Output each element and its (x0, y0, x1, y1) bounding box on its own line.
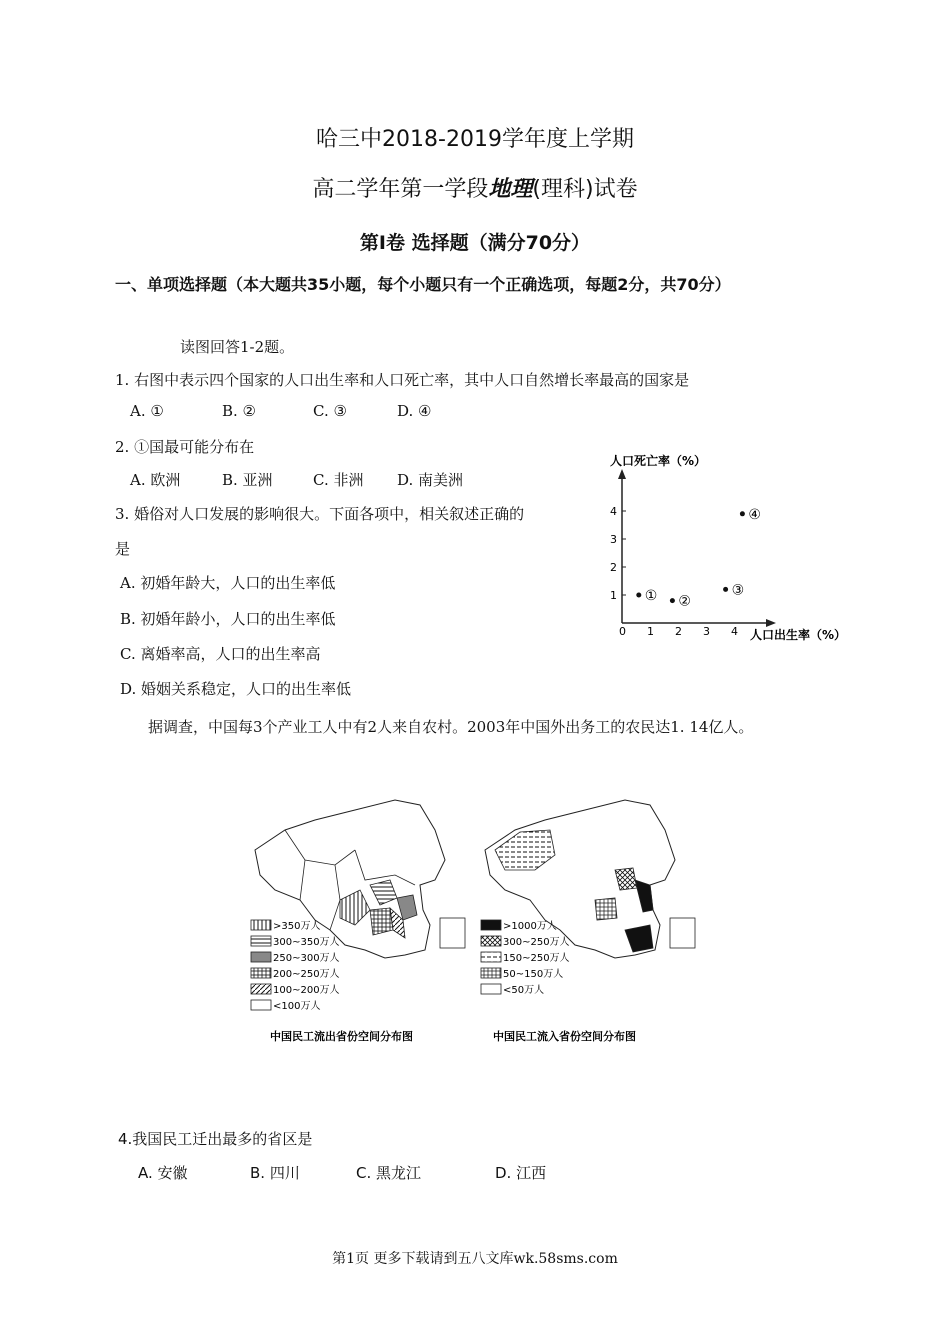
legend-swatch (481, 952, 501, 962)
outflow-map-caption: 中国民工流出省份空间分布图 (270, 1030, 413, 1043)
part-title: 第Ⅰ卷 选择题（满分70分） (359, 232, 591, 254)
question-4-option-a: A. 安徽 (138, 1164, 188, 1182)
chart-x-tick-label: 0 (619, 625, 626, 638)
legend-swatch (481, 936, 501, 946)
question-3-option-a: A. 初婚年龄大，人口的出生率低 (120, 574, 336, 592)
page-footer: 第1页 更多下载请到五八文库wk.58sms.com (332, 1251, 618, 1267)
question-2-option-d: D. 南美洲 (397, 471, 464, 489)
question-4-option-d: D. 江西 (495, 1164, 547, 1182)
legend-label: 250~300万人 (273, 953, 340, 964)
question-3-option-c: C. 离婚率高，人口的出生率高 (120, 645, 321, 663)
chart-point (723, 587, 728, 592)
question-3-stem-cont: 是 (115, 540, 131, 558)
legend-swatch (481, 920, 501, 930)
question-1-option-a: A. ① (130, 402, 164, 420)
birth-death-rate-chart (600, 445, 880, 655)
outflow-region-hunan (370, 908, 393, 935)
legend-swatch (251, 1000, 271, 1010)
chart-xlabel: 人口出生率（%） (750, 628, 847, 642)
legend-label: >1000万人 (503, 921, 557, 932)
legend-label: <100万人 (273, 1001, 321, 1012)
legend-label: 300~350万人 (273, 937, 340, 948)
chart-ylabel: 人口死亡率（%） (610, 454, 707, 468)
subtitle-part-c: (理科)试卷 (532, 177, 638, 202)
chart-point-label: ③ (731, 582, 745, 599)
question-4-option-c: C. 黑龙江 (356, 1164, 422, 1182)
intro-text-2: 据调查，中国每3个产业工人中有2人来自农村。2003年中国外出务工的农民达1. 14亿人。 (148, 718, 754, 736)
section-title: 一、单项选择题（本大题共35小题，每个小题只有一个正确选项，每题2分，共70分） (115, 275, 731, 294)
chart-y-tick-label: 1 (610, 589, 617, 602)
chart-y-arrow (618, 469, 626, 479)
chart-point-label: ④ (748, 506, 761, 523)
legend-swatch (481, 984, 501, 994)
legend-swatch (251, 952, 271, 962)
legend-label: 100~200万人 (273, 985, 340, 996)
chart-x-tick-label: 4 (731, 625, 738, 638)
legend-label: 150~250万人 (503, 953, 570, 964)
question-3-option-d: D. 婚姻关系稳定，人口的出生率低 (120, 680, 352, 698)
legend-swatch (251, 920, 271, 930)
chart-x-arrow (766, 619, 776, 627)
chart-point-label: ② (678, 593, 691, 610)
subtitle-subject: 地理 (488, 176, 533, 202)
legend-label: <50万人 (503, 985, 545, 996)
question-1-option-c: C. ③ (313, 402, 347, 420)
exam-title: 哈三中2018-2019学年度上学期 (316, 127, 634, 152)
outflow-china-outline (255, 800, 445, 958)
inflow-region-central (595, 898, 617, 920)
intro-text-1: 读图回答1-2题。 (180, 338, 295, 356)
question-2-option-a: A. 欧洲 (130, 471, 181, 489)
legend-swatch (251, 984, 271, 994)
chart-y-tick-label: 2 (610, 561, 617, 574)
legend-label: 50~150万人 (503, 969, 564, 980)
inflow-map-caption: 中国民工流入省份空间分布图 (493, 1030, 636, 1043)
legend-swatch (481, 968, 501, 978)
question-4-stem: 4.我国民工迁出最多的省区是 (118, 1130, 313, 1148)
chart-x-tick-label: 2 (675, 625, 682, 638)
inflow-map-figure (475, 790, 705, 1050)
chart-y-tick-label: 4 (610, 505, 617, 518)
question-1-option-b: B. ② (222, 402, 257, 420)
question-2-option-b: B. 亚洲 (222, 471, 273, 489)
chart-point (636, 593, 641, 598)
question-1-option-d: D. ④ (397, 402, 432, 420)
exam-subtitle (0, 172, 950, 203)
subtitle-part-a: 高二学年第一学段 (312, 177, 489, 202)
chart-x-tick-label: 1 (647, 625, 654, 638)
question-1-stem: 1. 右图中表示四个国家的人口出生率和人口死亡率，其中人口自然增长率最高的国家是 (115, 371, 690, 389)
chart-point-label: ① (644, 588, 658, 604)
question-3-stem: 3. 婚俗对人口发展的影响很大。下面各项中，相关叙述正确的 (115, 505, 525, 523)
legend-label: 200~250万人 (273, 969, 340, 980)
chart-y-tick-label: 3 (610, 533, 617, 546)
legend-swatch (251, 968, 271, 978)
question-2-option-c: C. 非洲 (313, 471, 364, 489)
legend-label: 300~250万人 (503, 937, 570, 948)
question-3-option-b: B. 初婚年龄小，人口的出生率低 (120, 610, 336, 628)
chart-x-tick-label: 3 (703, 625, 710, 638)
chart-point (670, 598, 675, 603)
question-4-option-b: B. 四川 (250, 1164, 300, 1182)
outflow-map-figure (245, 790, 475, 1050)
outflow-inset-box (440, 918, 465, 948)
question-2-stem: 2. ①国最可能分布在 (115, 438, 255, 456)
legend-swatch (251, 936, 271, 946)
inflow-inset-box (670, 918, 695, 948)
legend-label: >350万人 (273, 921, 321, 932)
chart-point (740, 511, 745, 516)
